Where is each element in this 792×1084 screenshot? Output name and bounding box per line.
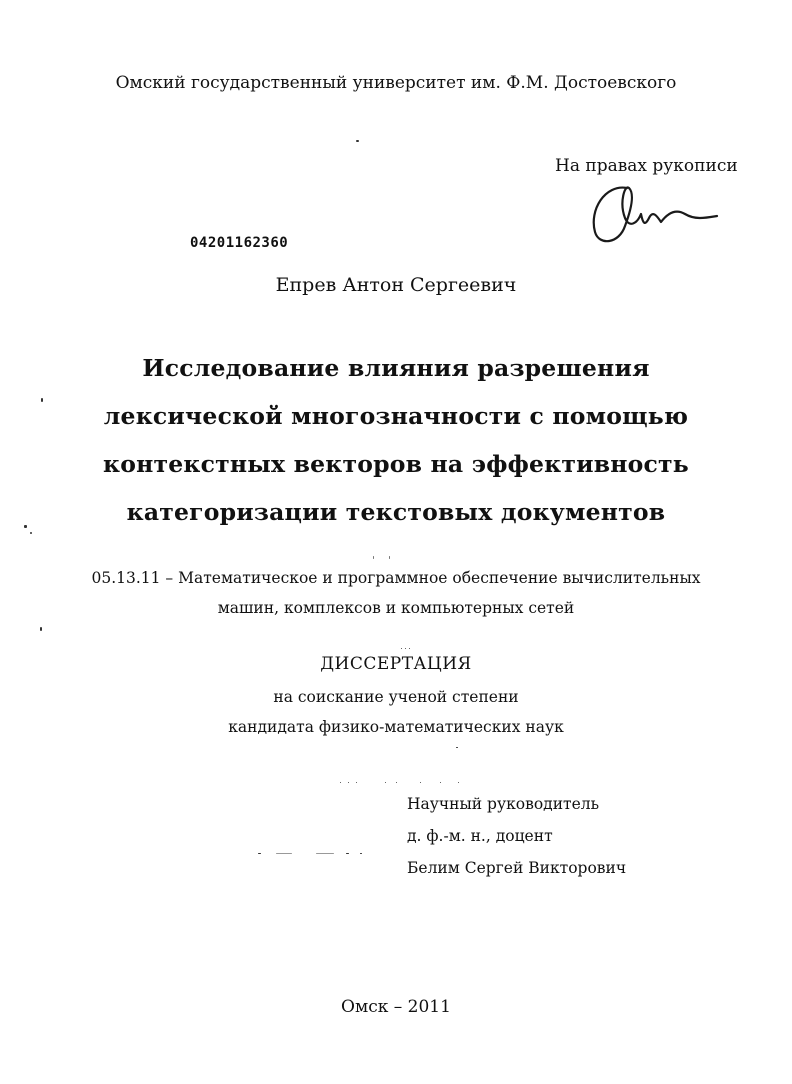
author-name: Епрев Антон Сергеевич	[275, 274, 517, 296]
manuscript-note: На правах рукописи	[555, 156, 738, 176]
supervisor-block	[407, 788, 626, 884]
specialty-line: 05.13.11 – Математическое и программное обеспечение вычислительных	[91, 569, 701, 587]
university-name: Омский государственный университет им. Ф.М. Достоевского	[115, 73, 677, 93]
title-line: лексической многозначности с помощью	[103, 402, 689, 430]
catalog-number: 04201162360	[190, 235, 289, 251]
title-line: контекстных векторов на эффективность	[103, 450, 689, 478]
city-year: Омск – 2011	[341, 997, 451, 1017]
supervisor-degree: д. ф.-м. н., доцент	[407, 827, 553, 845]
supervisor-role: Научный руководитель	[407, 795, 600, 813]
degree-heading: ДИССЕРТАЦИЯ	[320, 654, 472, 674]
title-line: категоризации текстовых документов	[126, 498, 666, 526]
handwritten-signature	[585, 180, 725, 250]
specialty-block	[0, 563, 792, 623]
degree-purpose: на соискание ученой степени	[273, 688, 519, 706]
dissertation-title	[0, 344, 792, 536]
supervisor-name: Белим Сергей Викторович	[407, 859, 627, 877]
degree-field: кандидата физико-математических наук	[228, 718, 564, 736]
title-line: Исследование влияния разрешения	[142, 354, 650, 382]
specialty-line: машин, комплексов и компьютерных сетей	[217, 599, 575, 617]
